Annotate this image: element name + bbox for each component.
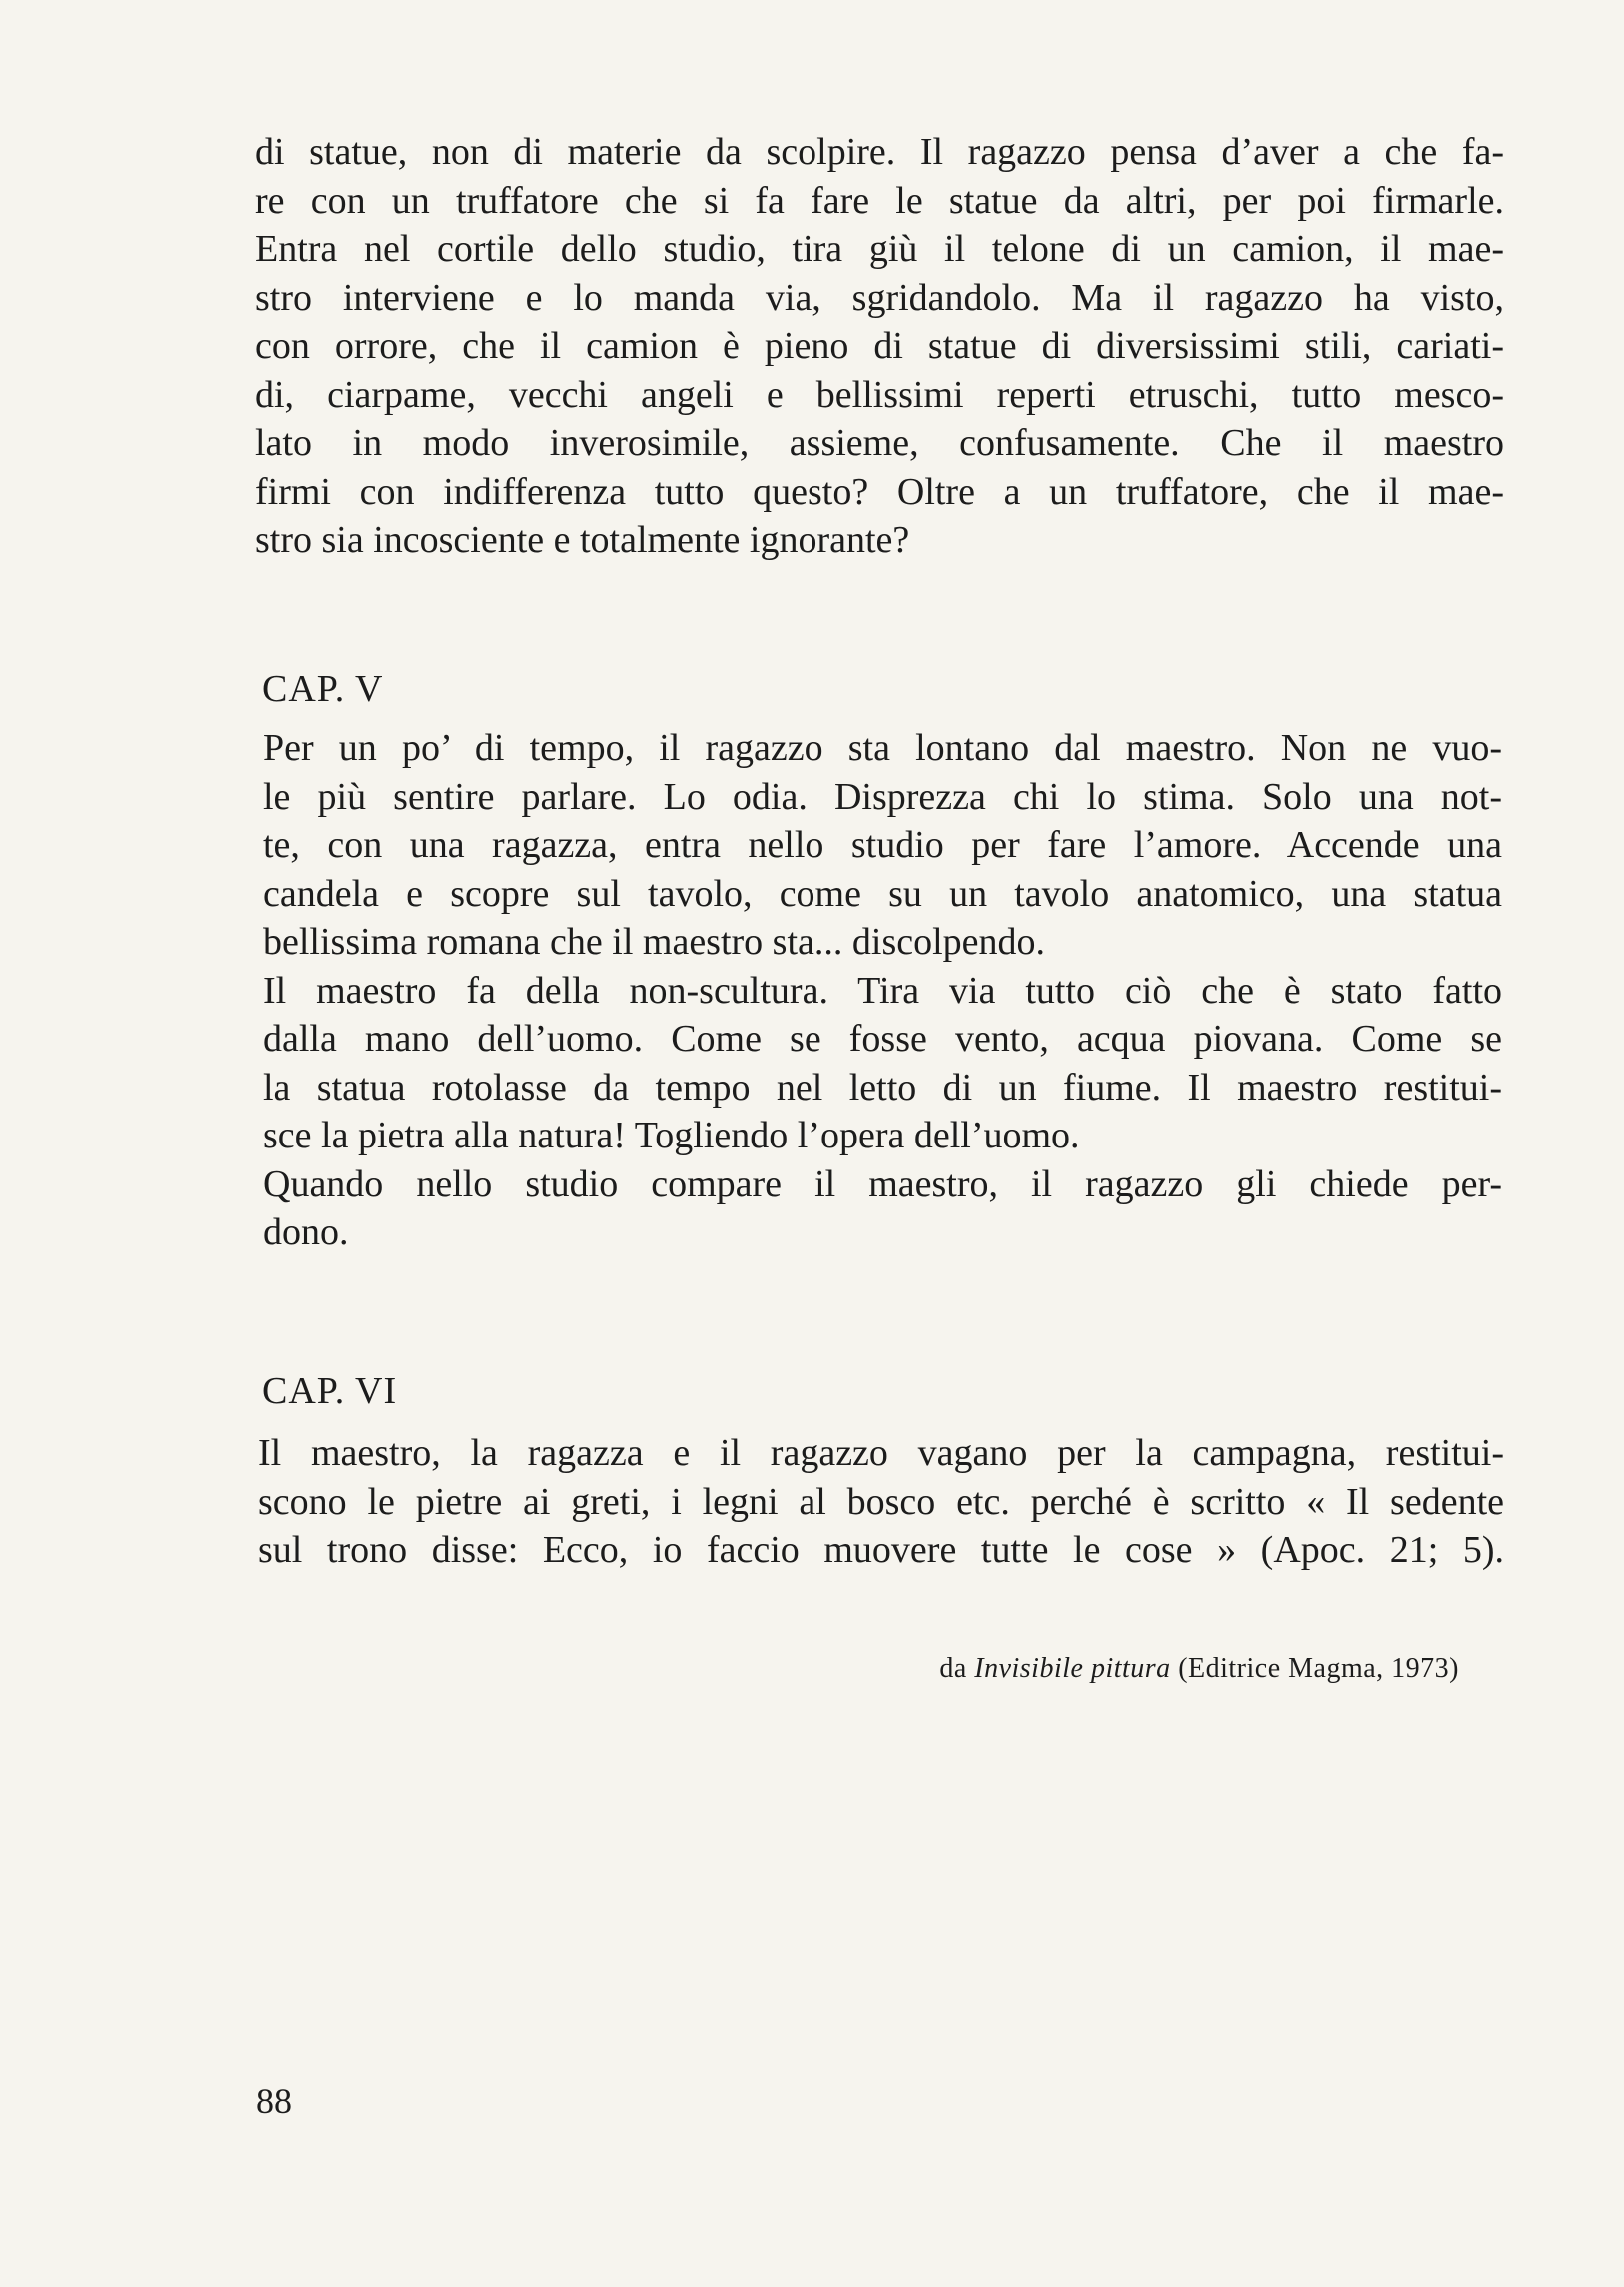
- text-line: te, con una ragazza, entra nello studio per fare l’amore. Accende una: [263, 824, 1502, 866]
- text-line: le più sentire parlare. Lo odia. Disprezza chi lo stima. Solo una not-: [263, 775, 1502, 818]
- chapter-v-heading: CAP. V: [262, 668, 384, 710]
- chapter-vi-heading: CAP. VI: [262, 1370, 398, 1412]
- text-line: scono le pietre ai greti, i legni al bosco etc. perché è scritto « Il sedente: [258, 1480, 1504, 1523]
- source-citation: [849, 1651, 1459, 1687]
- text-line: Entra nel cortile dello studio, tira giù il telone di un camion, il mae-: [255, 228, 1504, 270]
- text-line: bellissima romana che il maestro sta... discolpendo.: [263, 921, 1046, 963]
- text-line: Il maestro fa della non-scultura. Tira via tutto ciò che è stato fatto: [263, 969, 1502, 1012]
- text-line: sce la pietra alla natura! Togliendo l’opera dell’uomo.: [263, 1115, 1080, 1156]
- citation-prefix: da: [939, 1653, 975, 1684]
- paragraph: [255, 128, 1504, 565]
- text-line: sul trono disse: Ecco, io faccio muovere tutte le cose » (Apoc. 21; 5).: [258, 1529, 1504, 1571]
- text-line: dono.: [263, 1211, 349, 1253]
- text-line: firmi con indifferenza tutto questo? Oltre a un truffatore, che il mae-: [255, 470, 1504, 513]
- intro-paragraph: [255, 128, 1504, 565]
- page-number: 88: [256, 2081, 292, 2121]
- paragraph: [258, 1429, 1504, 1575]
- citation-title: Invisibile pittura: [974, 1653, 1171, 1684]
- text-line: dalla mano dell’uomo. Come se fosse vento, acqua piovana. Come se: [263, 1018, 1502, 1060]
- chapter-v-body: [263, 724, 1502, 1257]
- text-line: stro interviene e lo manda via, sgridandolo. Ma il ragazzo ha visto,: [255, 276, 1504, 319]
- paragraph: [263, 967, 1502, 1160]
- text-line: stro sia incosciente e totalmente ignorante?: [255, 519, 910, 561]
- text-line: di statue, non di materie da scolpire. Il ragazzo pensa d’aver a che fa-: [255, 131, 1504, 173]
- text-line: Il maestro, la ragazza e il ragazzo vagano per la campagna, restitui-: [258, 1432, 1504, 1474]
- text-line: Per un po’ di tempo, il ragazzo sta lontano dal maestro. Non ne vuo-: [263, 727, 1502, 769]
- text-line: di, ciarpame, vecchi angeli e bellissimi reperti etruschi, tutto mesco-: [255, 373, 1504, 416]
- text-line: candela e scopre sul tavolo, come su un tavolo anatomico, una statua: [263, 872, 1502, 915]
- citation-publisher: (Editrice Magma, 1973): [1170, 1653, 1459, 1684]
- text-line: Quando nello studio compare il maestro, il ragazzo gli chiede per-: [263, 1162, 1502, 1205]
- paragraph: [263, 724, 1502, 967]
- paragraph: [263, 1160, 1502, 1257]
- chapter-vi-body: [258, 1429, 1504, 1575]
- text-line: re con un truffatore che si fa fare le statue da altri, per poi firmarle.: [255, 179, 1504, 222]
- text-line: con orrore, che il camion è pieno di statue di diversissimi stili, cariati-: [255, 325, 1504, 367]
- text-line: lato in modo inverosimile, assieme, confusamente. Che il maestro: [255, 422, 1504, 464]
- text-line: la statua rotolasse da tempo nel letto di un fiume. Il maestro restitui-: [263, 1066, 1502, 1109]
